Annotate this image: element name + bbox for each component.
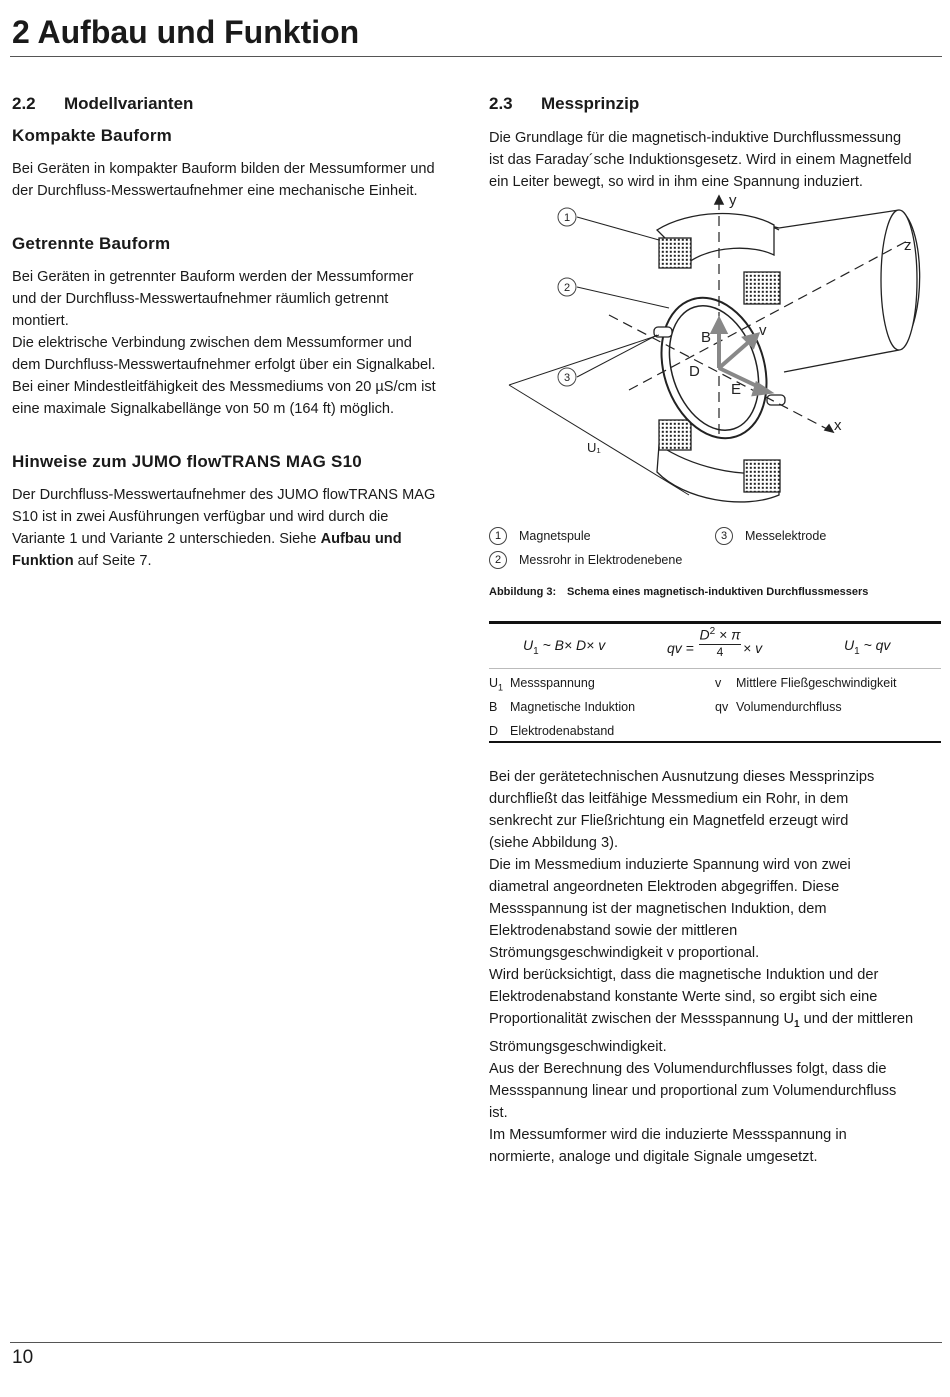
section-title: Messprinzip — [541, 94, 640, 113]
callout-3-text: 3 — [563, 372, 571, 384]
definition-text: Mittlere Fließgeschwindigkeit — [736, 676, 897, 690]
text-line: Die Grundlage für die magnetisch-induktive Durchflussmessung — [489, 130, 902, 146]
cross-reference-link[interactable]: Funktion — [12, 553, 74, 569]
text-line: Messspannung ist der magnetischen Induktion, dem — [489, 901, 827, 917]
label-x: x — [834, 417, 842, 434]
legend-number: 1 — [489, 527, 507, 545]
text-line: Strömungsgeschwindigkeit v proportional. — [489, 945, 760, 961]
label-b: B — [701, 329, 712, 346]
figure-caption — [489, 586, 868, 598]
electrode-right — [767, 395, 785, 405]
callout-1-text: 1 — [563, 212, 571, 224]
definition-symbol: v — [715, 676, 722, 690]
text-line — [12, 528, 472, 550]
section-2-3-heading — [489, 94, 639, 114]
flowmeter-diagram — [489, 190, 944, 515]
intro-text — [489, 127, 944, 193]
definition-row — [715, 676, 896, 690]
section-number: 2.3 — [489, 94, 513, 113]
legend-text: Messelektrode — [745, 529, 827, 543]
text-line: Aus der Berechnung des Volumendurchflusses folgt, dass die — [489, 1060, 887, 1077]
text-line: Elektrodenabstand konstante Werte sind, so ergibt sich eine — [489, 989, 878, 1005]
section-number: 2.2 — [12, 94, 36, 113]
formula-row — [489, 624, 941, 669]
legend-text: Magnetspule — [519, 529, 591, 543]
definition-symbol: B — [489, 700, 498, 714]
text-line: Elektrodenabstand sowie der mittleren — [489, 923, 738, 939]
definition-text: Elektrodenabstand — [510, 724, 615, 738]
label-u1: U₁ — [587, 440, 601, 455]
definition-text: Volumendurchfluss — [736, 700, 842, 714]
callout-2-text: 2 — [563, 282, 571, 294]
text-line: Bei der gerätetechnischen Ausnutzung dieses Messprinzips — [489, 769, 875, 785]
upper-coil — [659, 238, 691, 268]
text-line: Messspannung linear und proportional zum Volumendurchfluss — [489, 1082, 897, 1099]
definition-symbol: $U_1$ — [489, 676, 504, 693]
caption-text: Schema eines magnetisch-induktiven Durchflussmessers — [567, 586, 869, 598]
notes-text — [12, 484, 472, 572]
lower-coil-back — [744, 460, 780, 492]
text-line: der Durchfluss-Messwertaufnehmer eine mechanische Einheit. — [12, 183, 418, 199]
text-span: Variante 1 und Variante 2 unterschieden. Siehe — [12, 531, 321, 547]
formula-flow-tail: × v — [743, 640, 763, 656]
page-number: 10 — [12, 1347, 34, 1368]
text-line: (siehe Abbildung 3). — [489, 835, 618, 851]
text-line: ist. — [489, 1104, 508, 1121]
legend-number: 3 — [715, 527, 733, 545]
text-line: dem Durchfluss-Messwertaufnehmer erfolgt über ein Signalkabel. — [12, 357, 436, 373]
separate-heading: Getrennte Bauform — [12, 234, 171, 253]
text-line: Strömungsgeschwindigkeit. — [489, 1038, 667, 1055]
section-2-2-heading — [12, 94, 193, 114]
text-line — [12, 550, 472, 572]
text-line: Die elektrische Verbindung zwischen dem Messumformer und — [12, 335, 412, 351]
upper-coil-back — [744, 272, 780, 304]
legend-item-3 — [715, 527, 826, 545]
formula-flow-fraction: $D^2 \times \pi$ 4 — [699, 626, 741, 659]
text-line: Im Messumformer wird die induzierte Messspannung in — [489, 1126, 847, 1143]
x-arrow — [825, 425, 833, 432]
definition-row — [489, 724, 614, 738]
text-line: Der Durchfluss-Messwertaufnehmer des JUMO flowTRANS MAG — [12, 487, 436, 503]
y-arrow — [715, 196, 723, 204]
text-line: Wird berücksichtigt, dass die magnetische Induktion und der — [489, 967, 879, 983]
header-rule — [10, 56, 942, 57]
section-title: Modellvarianten — [64, 94, 194, 113]
compact-heading: Kompakte Bauform — [12, 126, 173, 145]
text-line: senkrecht zur Fließrichtung ein Magnetfeld erzeugt wird — [489, 813, 849, 829]
text-line: eine maximale Signalkabellänge von 50 m (164 ft) möglich. — [12, 401, 395, 417]
definition-row — [715, 700, 842, 714]
text-line: Bei einer Mindestleitfähigkeit des Messmediums von 20 µS/cm ist — [12, 379, 436, 395]
text-line: montiert. — [12, 313, 69, 329]
notes-heading: Hinweise zum JUMO flowTRANS MAG S10 — [12, 452, 362, 471]
definition-text: Magnetische Induktion — [510, 700, 636, 714]
label-v: v — [759, 322, 767, 339]
table-bottom-rule — [489, 741, 941, 743]
text-line: ein Leiter bewegt, so wird in ihm eine Spannung induziert. — [489, 174, 863, 190]
definition-symbol: qv — [715, 700, 729, 714]
text-line: und der Durchfluss-Messwertaufnehmer räumlich getrennt — [12, 291, 389, 307]
pipe-end — [881, 210, 917, 350]
text-line: diametral angeordneten Elektroden abgegriffen. Diese — [489, 879, 840, 895]
text-line: Die im Messmedium induzierte Spannung wird von zwei — [489, 857, 851, 873]
text-line: S10 ist in zwei Ausführungen verfügbar und wird durch die — [12, 509, 389, 525]
principle-text — [489, 766, 944, 1168]
label-e: E — [731, 381, 742, 398]
label-d: D — [689, 363, 700, 380]
label-y: y — [729, 192, 737, 209]
lower-coil — [659, 420, 691, 450]
text-line: Bei Geräten in getrennter Bauform werden der Messumformer — [12, 269, 414, 285]
separate-text — [12, 266, 472, 420]
text-line: ist das Faraday´sche Induktionsgesetz. Wird in einem Magnetfeld — [489, 152, 912, 168]
definition-symbol: D — [489, 724, 499, 738]
text-line: normierte, analoge und digitale Signale umgesetzt. — [489, 1148, 818, 1165]
footer-rule — [10, 1342, 942, 1343]
chapter-title: 2 Aufbau und Funktion — [12, 14, 360, 50]
text-line: durchfließt das leitfähige Messmedium ein Rohr, in dem — [489, 791, 849, 807]
text-line: Bei Geräten in kompakter Bauform bilden der Messumformer und — [12, 161, 435, 177]
definition-text: Messspannung — [510, 676, 595, 690]
formula-voltage: $U_1$ ~ B× D× v — [523, 637, 606, 657]
caption-label: Abbildung 3: — [489, 586, 557, 598]
legend-item-1 — [489, 527, 591, 545]
legend-text: Messrohr in Elektrodenebene — [519, 553, 683, 567]
label-z: z — [904, 237, 912, 254]
cross-reference-link[interactable]: Aufbau und — [320, 531, 402, 547]
text-line: Proportionalität zwischen der Messspannung $U_1$ und der mittleren — [489, 1011, 914, 1030]
compact-text — [12, 158, 472, 202]
formula-table — [489, 621, 941, 669]
legend-number: 2 — [489, 551, 507, 569]
definition-row — [489, 676, 595, 693]
formula-proportional: $U_1$ ~ qv — [844, 637, 891, 657]
formula-flow-lhs: qv = — [667, 640, 694, 656]
legend-item-2 — [489, 551, 682, 569]
text-span: auf Seite 7. — [73, 553, 152, 569]
definition-row — [489, 700, 635, 714]
